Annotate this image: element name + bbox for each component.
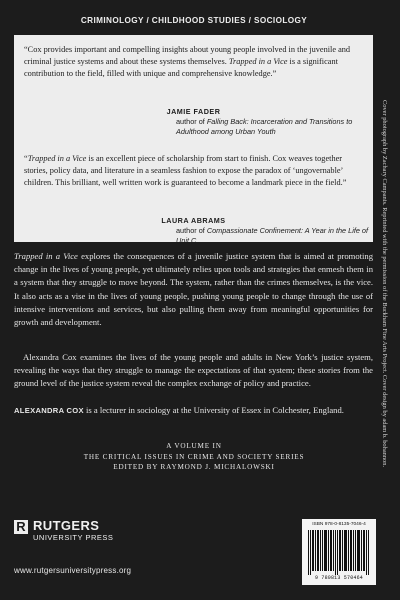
endorser-credit-2: author of Compassionate Confinement: A Year in the Life of Unit C bbox=[176, 226, 369, 245]
isbn-barcode bbox=[302, 519, 376, 585]
rutgers-r-icon: R bbox=[14, 520, 28, 534]
isbn-label: ISBN 978-0-8135-7046-4 bbox=[312, 522, 366, 527]
series-line-2: THE CRITICAL ISSUES IN CRIME AND SOCIETY SERIES bbox=[83, 452, 305, 461]
endorser-name-2: LAURA ABRAMS bbox=[161, 216, 226, 225]
subject-categories: CRIMINOLOGY / CHILDHOOD STUDIES / SOCIOLOGY bbox=[80, 16, 308, 25]
series-line-3: EDITED BY RAYMOND J. MICHALOWSKI bbox=[113, 463, 275, 471]
endorser-name-1: JAMIE FADER bbox=[166, 107, 221, 116]
series-line-1: A VOLUME IN bbox=[166, 442, 222, 450]
endorsement-quote-1: “Cox provides important and compelling insights about young people involved in the juvenile and criminal justice systems and about these systems themselves. Trapped in a Vice is a significant contribution to the field, filled with unique and comprehensive knowledge.” bbox=[24, 45, 351, 78]
publisher-name: RUTGERS bbox=[33, 518, 100, 533]
publisher-url[interactable]: www.rutgersuniversitypress.org bbox=[14, 566, 132, 575]
series-info bbox=[0, 441, 388, 473]
description-paragraph-2: Alexandra Cox examines the lives of the young people and adults in New York’s justice system, revealing the ways that they struggle to manage the expectations of that system; these stories from the ground level of the justice system reveal the complex exchange of policy and practice. bbox=[14, 352, 373, 389]
endorsement-quote-2: “Trapped in a Vice is an excellent piece of scholarship from start to finish. Cox weaves together stories, policy data, and literature in a seamless fashion to expose the paradox of ‘ungovernable’ children. This brilliant, well written work is guaranteed to become a landmark piece in the field.” bbox=[24, 154, 347, 187]
barcode-icon bbox=[308, 530, 370, 575]
publisher-subtitle: UNIVERSITY PRESS bbox=[33, 533, 114, 542]
description-paragraph-1: Trapped in a Vice explores the consequences of a juvenile justice system that is aimed at promoting change in the lives of young people, yet ultimately relies upon tools and strategies that enmesh them in a system that they struggle to move beyond. The system, rather than the crimes themselves, is the vice. It also acts as a vise in the lives of young people, pushing young people to change through the use of intensive interventions and services, but also pulling them away from meaningful opportunities for growth and development. bbox=[14, 251, 373, 328]
author-bio: ALEXANDRA COX is a lecturer in sociology at the University of Essex in Colchester, England. bbox=[14, 405, 344, 415]
isbn-digits: 9 780813 570464 bbox=[314, 575, 363, 581]
endorsements-box bbox=[14, 35, 373, 245]
cover-credit: Cover photograph by Zachary Campanis. Reprinted with the permission of the Buckham Fine Arts Project. Cover design by adam b. bohannon. bbox=[381, 100, 388, 468]
endorser-credit-1: author of Falling Back: Incarceration and Transitions to Adulthood among Urban Youth bbox=[176, 117, 353, 136]
